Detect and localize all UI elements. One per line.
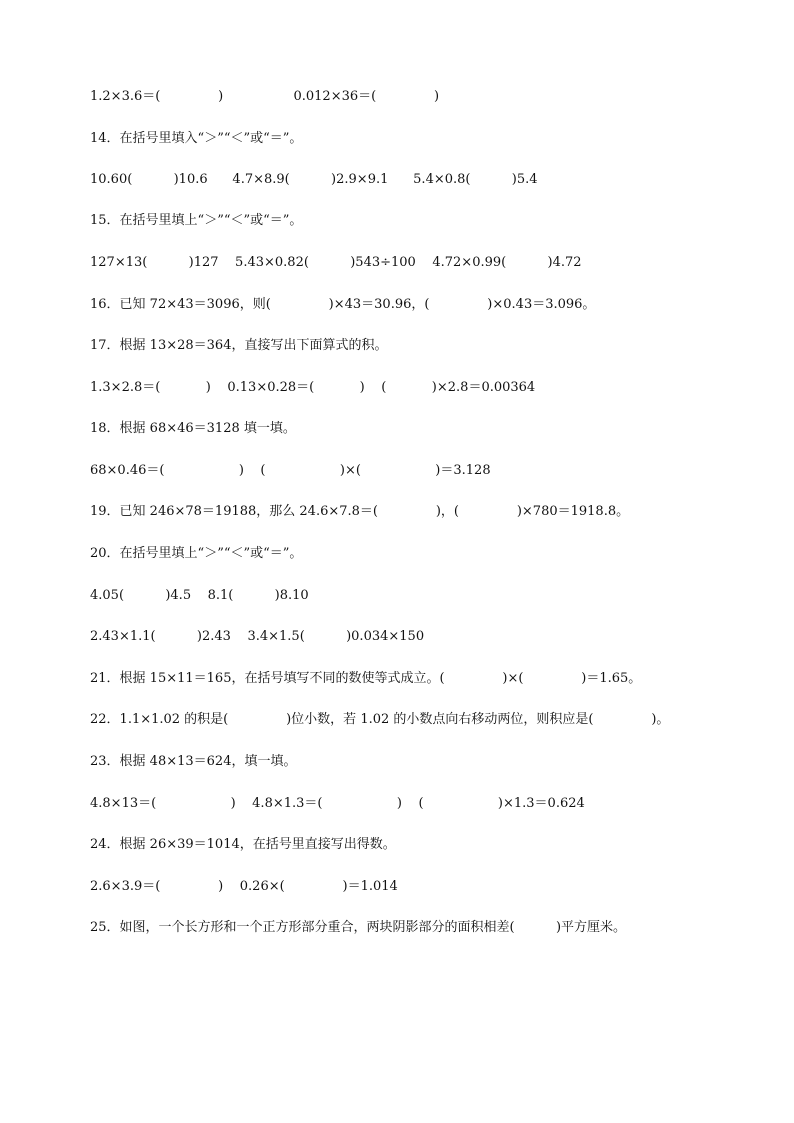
q14-prompt: 14．在括号里填入“＞”“＜”或“＝”。 [90, 131, 303, 146]
q15-prompt: 15．在括号里填上“＞”“＜”或“＝”。 [90, 213, 303, 228]
q13-continued-line: 1.2×3.6＝( ) 0.012×36＝( ) [90, 89, 440, 104]
q20-expressions-2: 2.43×1.1( )2.43 3.4×1.5( )0.034×150 [90, 629, 425, 644]
q23-expressions: 4.8×13＝( ) 4.8×1.3＝( ) ( )×1.3＝0.624 [90, 796, 585, 811]
q17-expressions: 1.3×2.8＝( ) 0.13×0.28＝( ) ( )×2.8＝0.00364 [90, 380, 536, 395]
q20-expressions-1: 4.05( )4.5 8.1( )8.10 [90, 588, 309, 603]
q25-line: 25．如图，一个长方形和一个正方形部分重合，两块阴影部分的面积相差( )平方厘米。 [90, 920, 627, 935]
q18-expressions: 68×0.46＝( ) ( )×( )＝3.128 [90, 463, 491, 478]
q15-expressions: 127×13( )127 5.43×0.82( )543÷100 4.72×0.99( )4.72 [90, 255, 582, 270]
q18-prompt: 18．根据 68×46＝3128 填一填。 [90, 421, 296, 436]
q24-expressions: 2.6×3.9＝( ) 0.26×( )＝1.014 [90, 879, 398, 894]
q20-prompt: 20．在括号里填上“＞”“＜”或“＝”。 [90, 546, 303, 561]
q22-line: 22．1.1×1.02 的积是( )位小数，若 1.02 的小数点向右移动两位，则积应是( )。 [90, 712, 670, 727]
q14-expressions: 10.60( )10.6 4.7×8.9( )2.9×9.1 5.4×0.8( )5.4 [90, 172, 538, 187]
q21-line: 21．根据 15×11＝165，在括号填写不同的数使等式成立。( )×( )＝1.65。 [90, 671, 642, 686]
q19-line: 19．已知 246×78＝19188，那么 24.6×7.8＝( )，( )×780＝1918.8。 [90, 504, 630, 519]
q23-prompt: 23．根据 48×13＝624，填一填。 [90, 754, 297, 769]
q24-prompt: 24．根据 26×39＝1014，在括号里直接写出得数。 [90, 837, 396, 852]
q16-line: 16．已知 72×43＝3096，则( )×43＝30.96，( )×0.43＝3.096。 [90, 297, 596, 312]
q17-prompt: 17．根据 13×28＝364，直接写出下面算式的积。 [90, 338, 388, 353]
